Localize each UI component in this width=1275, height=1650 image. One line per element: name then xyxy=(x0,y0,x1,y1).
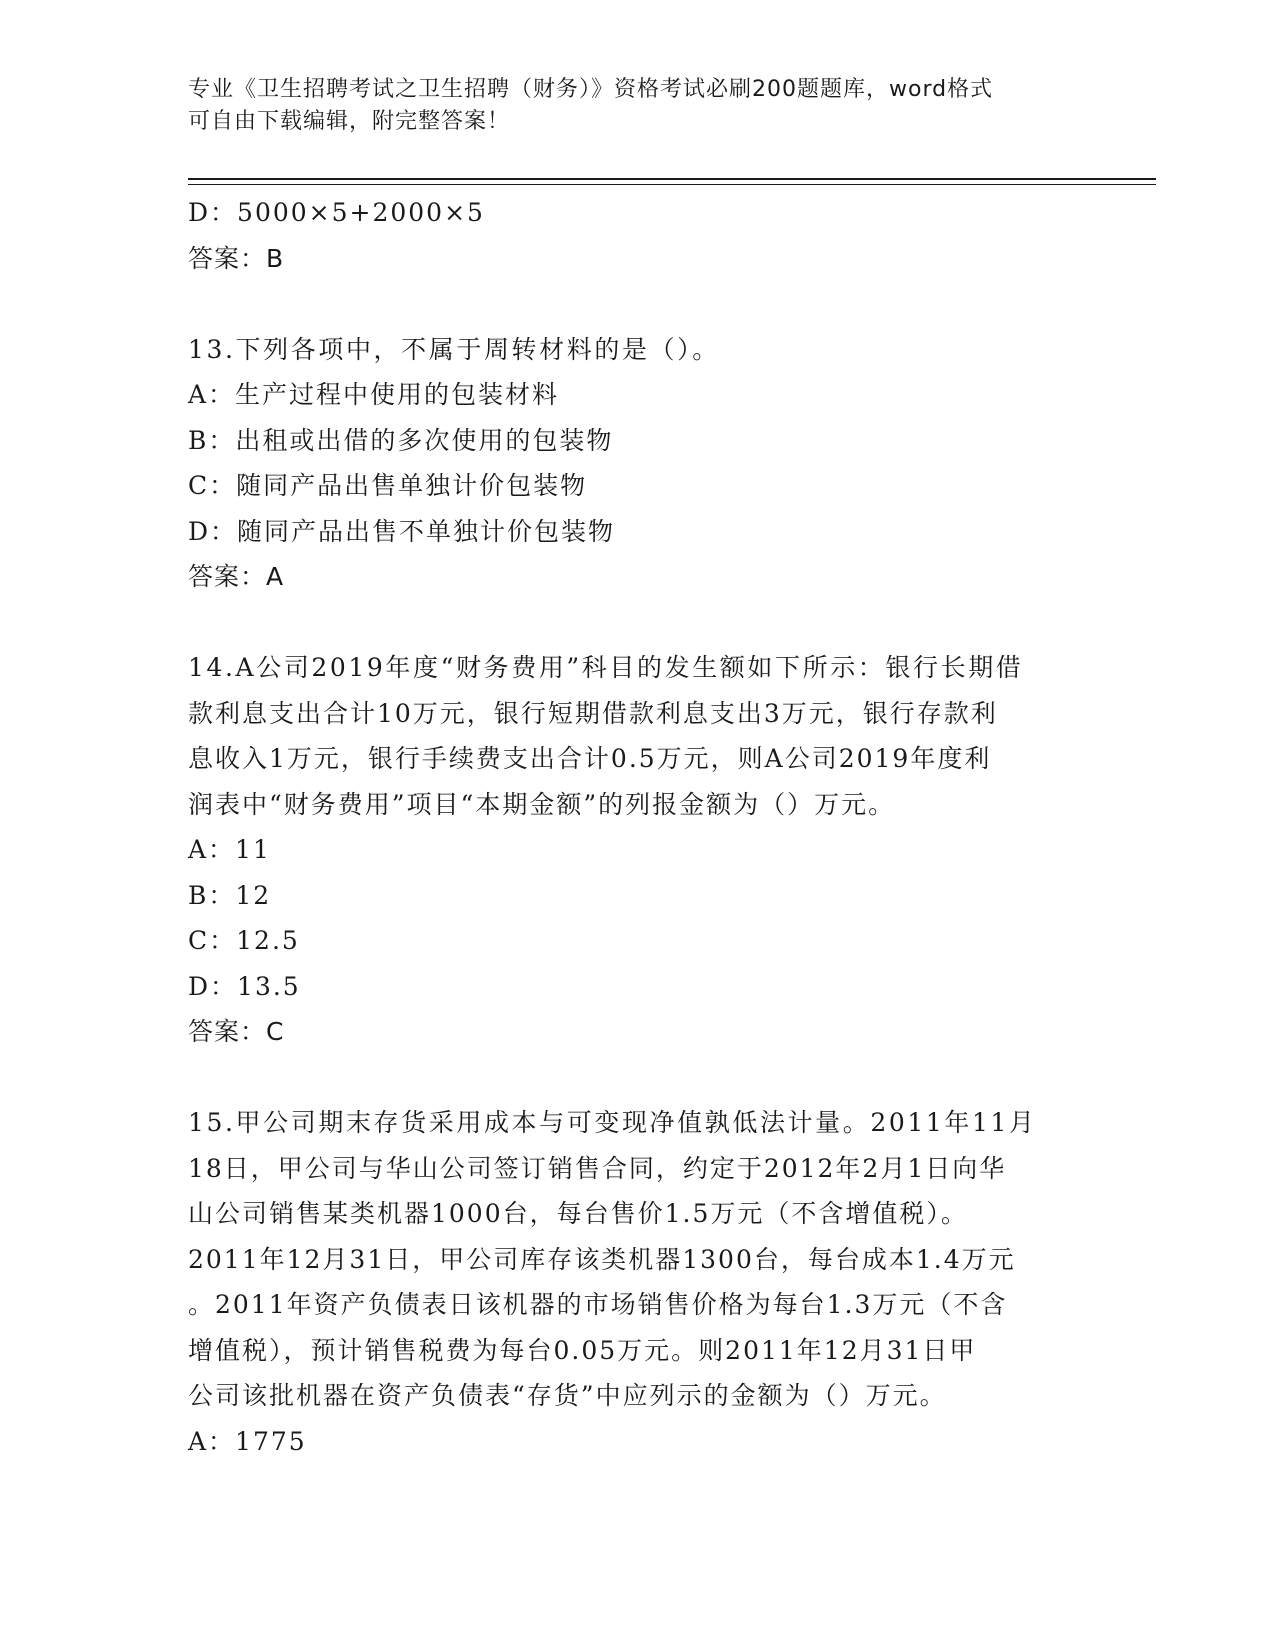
spacer xyxy=(188,1055,1088,1101)
option-c: C：12.5 xyxy=(188,926,300,955)
answer-line: 答案：C xyxy=(188,1017,285,1046)
previous-question-tail xyxy=(188,190,1088,281)
question-stem: 13.下列各项中，不属于周转材料的是（）。 xyxy=(188,334,720,364)
question-13 xyxy=(188,327,1088,600)
option-c: C：随同产品出售单独计价包装物 xyxy=(188,471,588,500)
option-a: A：生产过程中使用的包装材料 xyxy=(188,380,560,409)
option-d: D：13.5 xyxy=(188,971,301,1001)
question-stem-line: 公司该批机器在资产负债表“存货”中应列示的金额为（）万元。 xyxy=(188,1381,947,1410)
option-a: A：1775 xyxy=(188,1426,307,1456)
option-b: B：12 xyxy=(188,880,272,910)
option-b: B：出租或出借的多次使用的包装物 xyxy=(188,425,614,455)
question-stem-line: 润表中“财务费用”项目“本期金额”的列报金额为（）万元。 xyxy=(188,789,896,819)
header-line-1: 专业《卫生招聘考试之卫生招聘（财务）》资格考试必刷200题题库，word格式 xyxy=(188,77,994,102)
question-stem-line: 山公司销售某类机器1000台，每台售价1.5万元（不含增值税）。 xyxy=(188,1199,968,1228)
header-divider-thick xyxy=(188,178,1156,180)
question-stem-line: 息收入1万元，银行手续费支出合计0.5万元，则A公司2019年度利 xyxy=(188,744,992,773)
document-header xyxy=(188,74,1088,138)
option-d: D：随同产品出售不单独计价包装物 xyxy=(188,516,616,546)
question-stem-line: 。2011年资产负债表日该机器的市场销售价格为每台1.3万元（不含 xyxy=(188,1290,1008,1319)
question-14 xyxy=(188,645,1088,1055)
question-15 xyxy=(188,1100,1088,1464)
question-stem-line: 15.甲公司期末存货采用成本与可变现净值孰低法计量。2011年11月 xyxy=(188,1108,1037,1137)
question-stem-line: 2011年12月31日，甲公司库存该类机器1300台，每台成本1.4万元 xyxy=(188,1244,1016,1274)
answer-line: 答案：B xyxy=(188,243,285,273)
spacer xyxy=(188,281,1088,327)
question-stem-line: 18日，甲公司与华山公司签订销售合同，约定于2012年2月1日向华 xyxy=(188,1153,1007,1183)
header-divider-thin xyxy=(188,184,1156,185)
question-stem-line: 增值税），预计销售税费为每台0.05万元。则2011年12月31日甲 xyxy=(188,1335,977,1365)
header-line-2: 可自由下载编辑，附完整答案！ xyxy=(188,109,511,134)
option-d: D：5000×5+2000×5 xyxy=(188,198,485,227)
option-a: A：11 xyxy=(188,835,271,864)
question-stem-line: 款利息支出合计10万元，银行短期借款利息支出3万元，银行存款利 xyxy=(188,698,998,728)
document-body xyxy=(188,190,1088,1464)
answer-line: 答案：A xyxy=(188,562,285,591)
question-stem-line: 14.A公司2019年度“财务费用”科目的发生额如下所示：银行长期借 xyxy=(188,653,1024,682)
spacer xyxy=(188,600,1088,646)
